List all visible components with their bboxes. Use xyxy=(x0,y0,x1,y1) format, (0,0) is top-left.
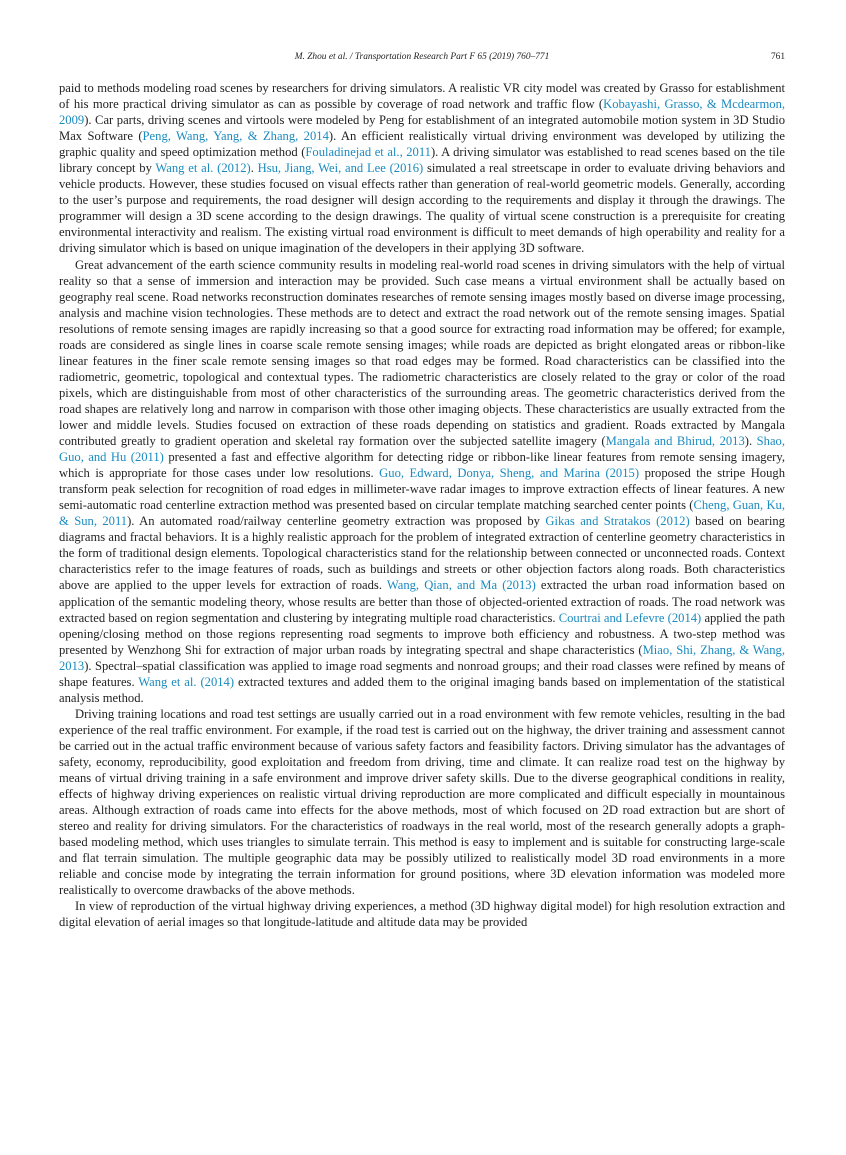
page-number: 761 xyxy=(770,52,785,62)
journal-citation: M. Zhou et al. / Transportation Research Part F 65 (2019) 760–771 xyxy=(294,52,550,62)
paragraph-text: extracted textures and added them to the original imaging bands based on implementation of the statistical analysis method. xyxy=(59,674,785,705)
citation-link[interactable]: Peng, Wang, Yang, & Zhang, 2014 xyxy=(142,129,329,144)
citation-link[interactable]: Wang et al. (2012) xyxy=(155,161,251,176)
paragraph-text: ). xyxy=(744,434,757,449)
paragraph xyxy=(59,706,785,899)
citation-link[interactable]: Gikas and Stratakos (2012) xyxy=(545,514,690,529)
citation-link[interactable]: Cheng, Guan, Ku, & Sun, 2011 xyxy=(59,498,785,529)
citation-link[interactable]: Shao, Guo, and Hu (2011) xyxy=(59,434,785,465)
article-body xyxy=(59,80,785,930)
citation-link[interactable]: Miao, Shi, Zhang, & Wang, 2013 xyxy=(59,642,785,673)
paragraph-text: ). Spectral–spatial classification was applied to image road segments and nonroad groups; and their road classes were refined by means of shape features. xyxy=(59,658,785,689)
running-header xyxy=(59,52,785,68)
paragraph-text: In view of reproduction of the virtual highway driving experiences, a method (3D highway digital model) for high resolution extraction and digital elevation of aerial images so that longitude-latitude and altitude data may be provided xyxy=(59,899,785,930)
paragraph-text: presented a fast and effective algorithm for detecting ridge or ribbon-like linear features from remote sensing imagery, which is appropriate for those cases under low resolutions. xyxy=(59,450,785,481)
citation-link[interactable]: Guo, Edward, Donya, Sheng, and Marina (2015) xyxy=(379,466,640,481)
paragraph-text: ). Car parts, driving scenes and virtools were modeled by Peng for establishment of an integrated automobile motion system in 3D Studio Max Software ( xyxy=(59,113,785,144)
citation-link[interactable]: Kobayashi, Grasso, & Mcdearmon, 2009 xyxy=(59,97,786,128)
paragraph-text: ). An automated road/railway centerline geometry extraction was proposed by xyxy=(127,514,546,529)
paragraph-text: based on bearing diagrams and fractal behaviors. It is a highly realistic approach for the problem of integrated extraction of centerline geometry characteristics in the form of traditional design elements. Topological characteristics stand for the relationship between connected or unconnected roads. Context characteristics refer to the image features of roads, such as buildings and streets or other objection factors along roads. Both characteristics above are applied to the upper levels for extraction of roads. xyxy=(59,514,785,593)
paragraph-text: ). A driving simulator was established to read scenes based on the tile library concept by xyxy=(59,145,785,176)
citation-link[interactable]: Hsu, Jiang, Wei, and Lee (2016) xyxy=(257,161,424,176)
paragraph-text: proposed the stripe Hough transform peak selection for recognition of road edges in millimeter-wave radar images to improve extraction effects of linear features. A new semi-automatic road centerline extraction method was presented based on circular template matching searched center points ( xyxy=(59,466,785,513)
citation-link[interactable]: Wang et al. (2014) xyxy=(138,674,235,689)
citation-link[interactable]: Fouladinejad et al., 2011 xyxy=(305,145,431,160)
paragraph-text: simulated a real streetscape in order to evaluate driving behaviors and vehicle products. However, these studies focused on visual effects rather than generation of real-world geometric models. Generally, according to the user’s purpose and requirements, the road designer will design according to the requirements and display it through the drawings. The programmer will design a 3D scene according to the design drawings. The quality of virtual scene construction is a prerequisite for creating environmental interactivity and realism. The existing virtual road environment is difficult to meet demands of high operability and reality for a driving simulator which is based on unique imagination of the developers in their applying 3D software. xyxy=(59,161,785,256)
paragraph-text: Driving training locations and road test settings are usually carried out in a road environment with few remote vehicles, resulting in the bad experience of the real traffic environment. For example, if the road test is carried out on the highway, the driver training and assessment cannot be carried out in the actual traffic environment because of various safety factors and feasibility factors. Driving simulator has the advantages of safety, economy, reproducibility, good exploitation and freedom from driving, time and climate. It can realize road test on the highway by means of virtual driving training in a safe environment and improve driver safety skills. Due to the diverse geographical conditions in reality, effects of highway driving experiences on realistic virtual driving reproduction are more complicated and difficult especially in mountainous areas. Although extraction of roads came into effects for the above methods, most of which focused on 2D road extraction but are short of stereo and reality for driving simulators. For the characteristics of roadways in the real world, most of the research generally adopts a graph-based modeling method, which uses triangles to simulate terrain. This method is easy to implement and is suitable for constructing large-scale and flat terrain simulation. The multiple geographic data may be possibly utilized to realistically model 3D road environments in a more reliable and concise mode by integrating the terrain information for ground positions, where 3D elevation information was modeled more realistically to overcome drawbacks of the above methods. xyxy=(59,706,785,898)
paragraph xyxy=(59,898,785,930)
paragraph-text: ). An efficient realistically virtual driving environment was developed by utilizing the graphic quality and speed optimization method ( xyxy=(59,129,785,160)
paragraph-text: extracted the urban road information based on application of the semantic modeling theory, whose results are better than those of objected-oriented extraction of roads. The road network was extracted based on region segmentation and clustering by integrating multiple road characteristics. xyxy=(59,578,785,625)
paragraph-text: paid to methods modeling road scenes by researchers for driving simulators. A realistic VR city model was created by Grasso for establishment of his more practical driving simulator as can as possible by coverage of road network and traffic flow ( xyxy=(59,81,785,112)
paragraph-text: applied the path opening/closing method on those regions representing road segments to improve both efficiency and robustness. A two-step method was presented by Wenzhong Shi for extraction of major urban roads by integrating spectral and shape characteristics ( xyxy=(59,610,785,657)
paragraph xyxy=(59,80,785,257)
paragraph-text: . xyxy=(250,161,258,176)
paragraph xyxy=(59,257,785,706)
citation-link[interactable]: Wang, Qian, and Ma (2013) xyxy=(386,578,536,593)
citation-link[interactable]: Courtrai and Lefevre (2014) xyxy=(558,610,702,625)
paragraph-text: Great advancement of the earth science community results in modeling real-world road scenes in driving simulators with the help of virtual reality so that a sense of immersion and interaction may be provided. Such case means a virtual environment shall be actually based on geography real scene. Road networks reconstruction dominates researches of remote sensing images mostly based on diverse image processing, analysis and machine vision technologies. These methods are to detect and extract the road network out of the remote sensing images. Spatial resolutions of remote sensing images are rapidly increasing so that a good source for extracting road information may be offered; for example, roads are considered as single lines in coarse scale remote sensing images; while roads are depicted as bright elongated areas or ribbon-like linear features in the finer scale remote sensing images so that road edges may be formed. Road characteristics can be classified into the radiometric, geometric, topological and contextual types. The radiometric characteristics are closely related to the gray or color of the road pixels, which are distinguishable from most of other characteristics of the surrounding areas. The geometric characteristics derived from the road shapes are relatively long and narrow in comparison with those other imaging objects. These characteristics are usually extracted from the lower and middle levels. Studies focused on extraction of these roads depending on statistics and gradient. Roads extracted by Mangala contributed greatly to gradient operation and skeletal ray formation over the subjected satellite imagery ( xyxy=(59,257,785,449)
citation-link[interactable]: Mangala and Bhirud, 2013 xyxy=(605,434,745,449)
